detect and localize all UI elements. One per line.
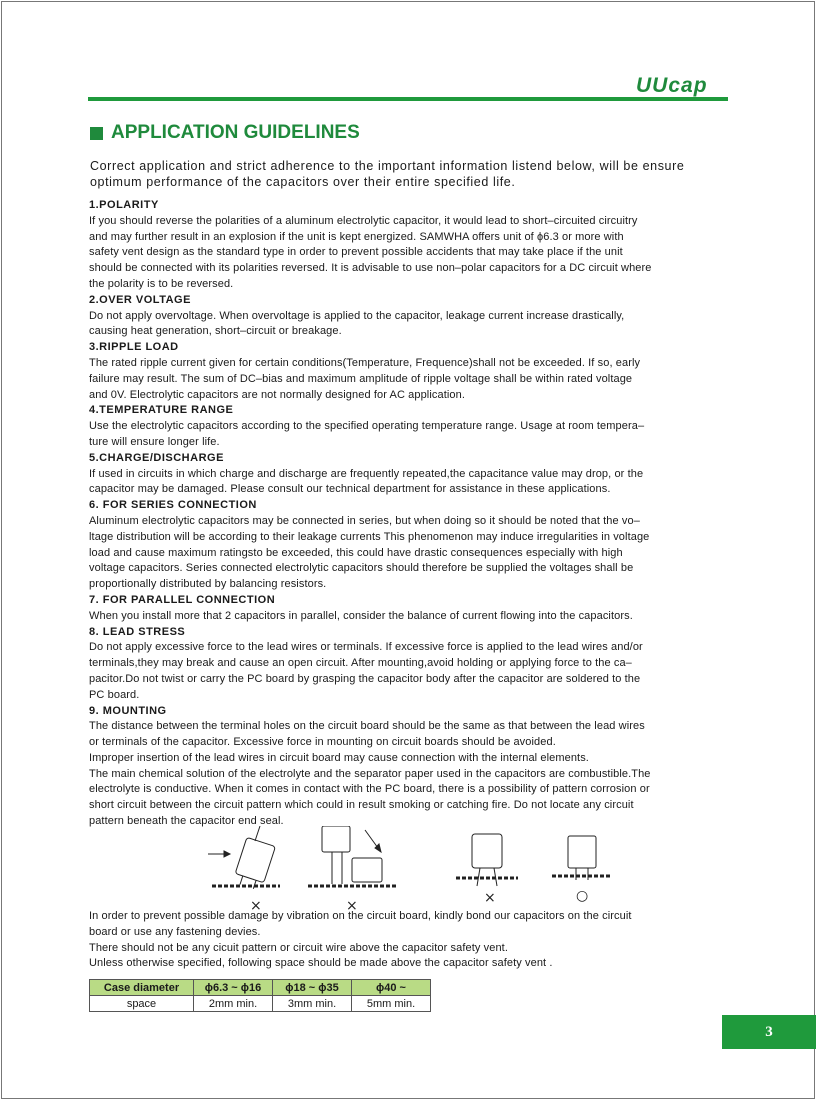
mark-2: × bbox=[346, 898, 358, 914]
capacitor-bent bbox=[308, 826, 398, 886]
section-title: 3.RIPPLE LOAD bbox=[89, 341, 179, 354]
note-line: Unless otherwise specified, following space should be made above the capacitor safety vent . bbox=[89, 957, 553, 970]
section-line: The distance between the terminal holes on the circuit board should be the same as that between the lead wires bbox=[89, 720, 645, 733]
section-line: electrolyte is conductive. When it comes in contact with the PC board, there is a possibility of pattern corrosion or bbox=[89, 783, 650, 796]
section-line: failure may result. The sum of DC–bias and maximum amplitude of ripple voltage shall be within rated voltage bbox=[89, 372, 633, 385]
section-line: should be connected with its polarities reversed. It is advisable to use non–polar capacitors for a DC circuit where bbox=[89, 262, 652, 275]
capacitor-insertion bbox=[456, 834, 518, 886]
section-line: and 0V. Electrolytic capacitors are not normally designed for AC application. bbox=[89, 388, 465, 401]
section-title: 6. FOR SERIES CONNECTION bbox=[89, 499, 257, 512]
note-line: In order to prevent possible damage by vibration on the circuit board, kindly bond our capacitors on the circuit bbox=[89, 910, 632, 922]
section-line: Aluminum electrolytic capacitors may be connected in series, but when doing so it should be noted that the vo– bbox=[89, 514, 640, 527]
table-header-row bbox=[90, 980, 431, 996]
section-title: 9. MOUNTING bbox=[89, 704, 167, 717]
section-line: ture will ensure longer life. bbox=[89, 435, 220, 448]
section-line: and may further result in an explosion if the unit is kept energized. SAMWHA offers unit of ϕ6.3 or more with bbox=[89, 230, 624, 243]
table-header-cell: Case diameter bbox=[90, 980, 194, 996]
section-line: Use the electrolytic capacitors according to the specified operating temperature range. Usage at room tempera– bbox=[89, 420, 645, 433]
section-line: safety vent design as the standard type in order to prevent possible accidents that may take place if the unit bbox=[89, 246, 623, 259]
section-line: proportionally distributed by balancing resistors. bbox=[89, 578, 327, 591]
section-line: pattern beneath the capacitor end seal. bbox=[89, 815, 284, 828]
section-title: 4.TEMPERATURE RANGE bbox=[89, 404, 234, 417]
section-line: ltage distribution will be according to their leakage currents This phenomenon may induce irregularities in voltage bbox=[89, 530, 650, 543]
section-line: pacitor.Do not twist or carry the PC board by grasping the capacitor body after the capacitor are soldered to the bbox=[89, 672, 641, 685]
section-line: Improper insertion of the lead wires in circuit board may cause connection with the internal elements. bbox=[89, 751, 589, 764]
section-line: short circuit between the circuit pattern which could in result smoking or catching fire. Do not locate any circuit bbox=[89, 799, 634, 812]
header-rule bbox=[88, 97, 728, 101]
section-line: capacitor may be damaged. Please consult our technical department for assistance in these applications. bbox=[89, 483, 611, 496]
guidelines-content bbox=[89, 198, 731, 830]
section-title: 1.POLARITY bbox=[89, 199, 159, 211]
section-line: When you install more that 2 capacitors in parallel, consider the balance of current flowing into the capacitors. bbox=[89, 609, 633, 622]
section-line: load and cause maximum ratingsto be exceeded, this could have drastic consequences especially with high bbox=[89, 546, 623, 559]
mark-4: ○ bbox=[576, 888, 589, 904]
capacitor-correct bbox=[552, 836, 612, 880]
section-line: Do not apply overvoltage. When overvoltage is applied to the capacitor, leakage current increase drastically, bbox=[89, 309, 625, 322]
mounting-notes bbox=[89, 909, 731, 972]
table-cell: space bbox=[90, 996, 194, 1012]
page-number-tab bbox=[722, 1015, 816, 1049]
section-line: The rated ripple current given for certain conditions(Temperature, Frequence)shall not be exceeded. If so, early bbox=[89, 356, 641, 369]
section-line: The main chemical solution of the electrolyte and the separator paper used in the capacitors are combustible.The bbox=[89, 767, 651, 780]
table-cell: 2mm min. bbox=[194, 996, 273, 1012]
brand-logo: UUcap bbox=[636, 74, 708, 97]
section-title: 5.CHARGE/DISCHARGE bbox=[89, 451, 224, 464]
page-heading bbox=[90, 122, 360, 144]
table-cell: 3mm min. bbox=[273, 996, 352, 1012]
section-line: If you should reverse the polarities of a aluminum electrolytic capacitor, it would lead to short–circuited circuitry bbox=[89, 214, 638, 227]
square-bullet-icon bbox=[90, 127, 103, 140]
section-line: voltage capacitors. Series connected electrolytic capacitors should therefore be supplied the voltages shall be bbox=[89, 562, 634, 575]
page-number: 3 bbox=[765, 1023, 773, 1040]
section-line: Do not apply excessive force to the lead wires or terminals. If excessive force is applied to the lead wires and/or bbox=[89, 641, 643, 654]
table-header-cell: ϕ6.3 ~ ϕ16 bbox=[194, 980, 273, 996]
table-header-cell: ϕ18 ~ ϕ35 bbox=[273, 980, 352, 996]
section-line: the polarity is to be reversed. bbox=[89, 277, 234, 290]
section-line: terminals,they may break and cause an open circuit. After mounting,avoid holding or applying force to the ca– bbox=[89, 657, 632, 670]
mark-1: × bbox=[250, 898, 262, 914]
note-line: board or use any fastening devies. bbox=[89, 925, 261, 938]
table-cell: 5mm min. bbox=[352, 996, 431, 1012]
section-title: 7. FOR PARALLEL CONNECTION bbox=[89, 593, 276, 606]
arrow-head-icon bbox=[224, 851, 230, 857]
mounting-figure bbox=[200, 826, 620, 916]
mark-3: × bbox=[484, 890, 496, 906]
section-title: 8. LEAD STRESS bbox=[89, 625, 186, 638]
section-line: causing heat generation, short–circuit or breakage. bbox=[89, 325, 342, 338]
table-header-cell: ϕ40 ~ bbox=[352, 980, 431, 996]
section-line: If used in circuits in which charge and discharge are frequently repeated,the capacitance value may drop, or the bbox=[89, 467, 644, 480]
capacitor-tilted bbox=[208, 826, 280, 891]
intro-paragraph: Correct application and strict adherence to the important information listend below, will be ensure optimum performance of the capacitors over their entire specified life. bbox=[90, 159, 685, 189]
section-line: PC board. bbox=[89, 688, 140, 701]
vent-space-table bbox=[89, 979, 431, 1012]
section-title: 2.OVER VOLTAGE bbox=[89, 293, 191, 306]
table-row bbox=[90, 996, 431, 1012]
note-line: There should not be any cicuit pattern or circuit wire above the capacitor safety vent. bbox=[89, 941, 508, 954]
section-line: or terminals of the capacitor. Excessive force in mounting on circuit boards should be avoided. bbox=[89, 736, 556, 749]
page-heading-text: APPLICATION GUIDELINES bbox=[111, 122, 360, 143]
